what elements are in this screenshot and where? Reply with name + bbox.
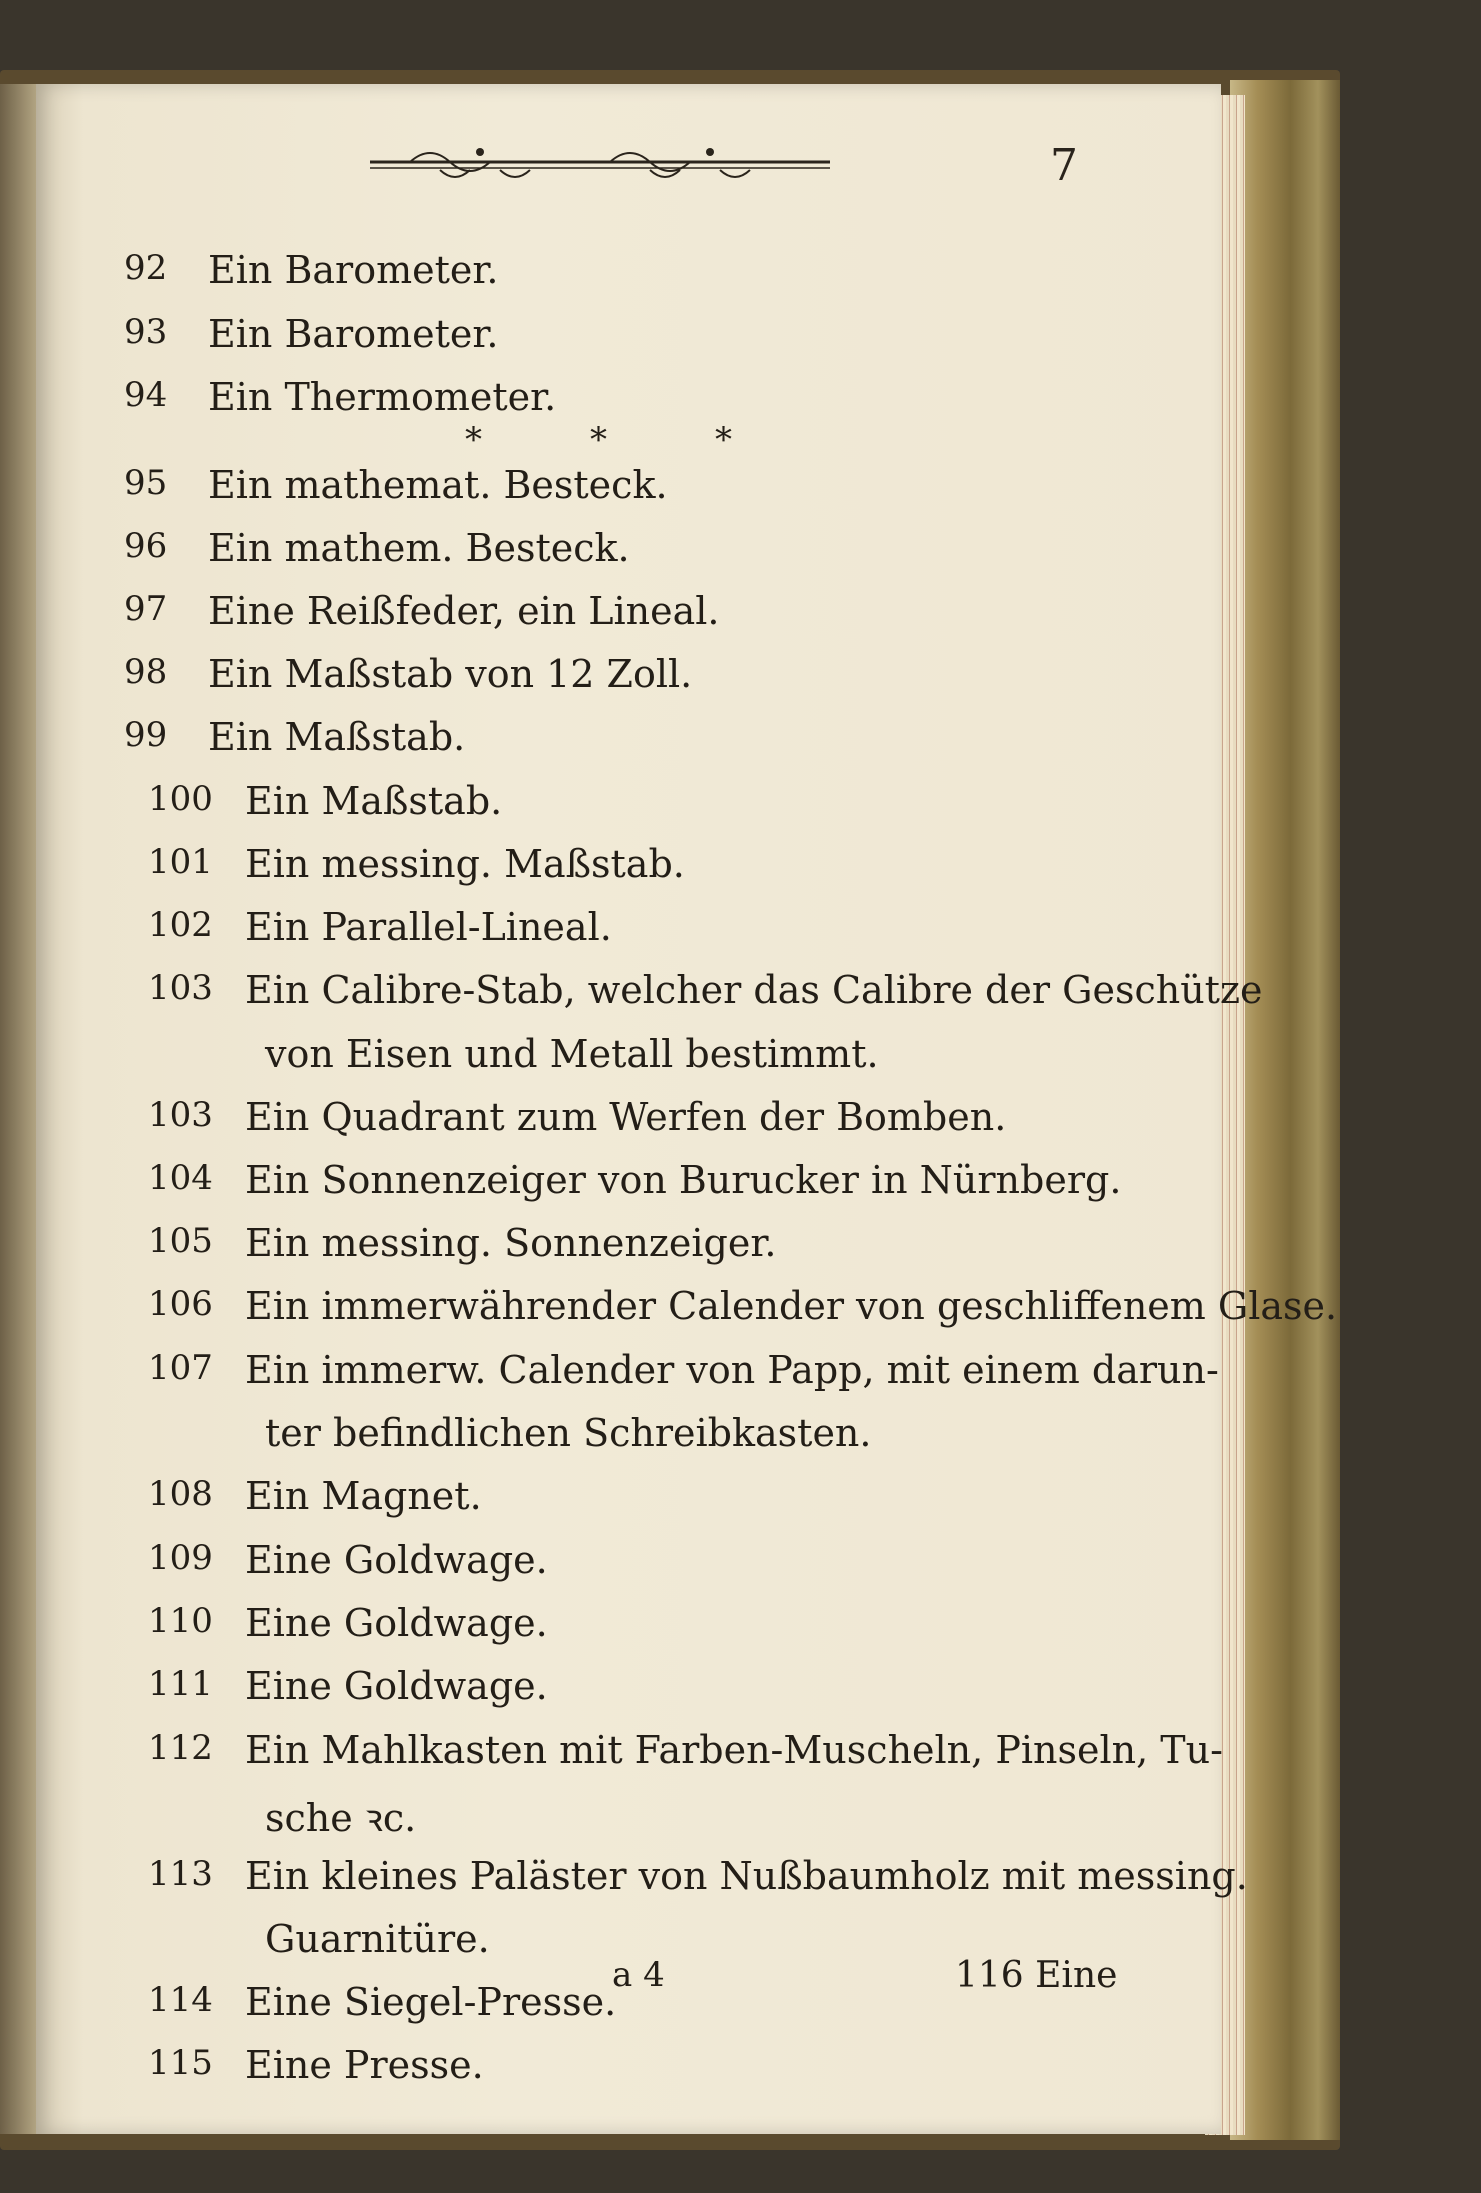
entry-number: 110 Eine Goldwage. — [148, 1601, 548, 1645]
entry-text: Ein Barometer. — [208, 312, 499, 356]
entry-text: Ein Quadrant zum Werfen der Bomben. — [245, 1095, 1007, 1139]
entry-continuation-text: Guarnitüre. — [265, 1917, 490, 1961]
entry-number: 95 Ein mathemat. Besteck. — [124, 463, 668, 507]
entry-number: 114 Eine Siegel-Presse. — [148, 1980, 617, 2024]
entry-number: 102 Ein Parallel-Lineal. — [148, 905, 612, 949]
entry-number: 94 Ein Thermometer. — [124, 375, 557, 419]
entry-text: Ein Thermometer. — [208, 375, 557, 419]
entry-number: 107 Ein immerw. Calender von Papp, mit einem darun- — [148, 1348, 1219, 1392]
entry-text: Ein Parallel-Lineal. — [245, 905, 612, 949]
entry-number: 109 Eine Goldwage. — [148, 1538, 548, 1582]
catchword: 116 Eine — [955, 1955, 1118, 1996]
entry-number: 106 Ein immerwährender Calender von geschliffenem Glase. — [148, 1284, 1338, 1328]
entry-text: Eine Goldwage. — [245, 1538, 548, 1582]
entry-continuation-text: ter befindlichen Schreibkasten. — [265, 1411, 872, 1455]
entry-text: Ein Maßstab. — [208, 715, 466, 759]
entry-text: Eine Goldwage. — [245, 1664, 548, 1708]
entry-number: 93 Ein Barometer. — [124, 312, 499, 356]
entry-text: Ein immerw. Calender von Papp, mit einem darun- — [245, 1348, 1219, 1392]
entry-number: 108 Ein Magnet. — [148, 1474, 482, 1518]
entry-continuation — [0, 1791, 1200, 1847]
entry-number: 92 Ein Barometer. — [124, 248, 499, 292]
entry-number: 103 Ein Calibre-Stab, welcher das Calibre der Geschütze — [148, 968, 1263, 1012]
entry-number: 105 Ein messing. Sonnenzeiger. — [148, 1221, 777, 1265]
entry-text: Ein messing. Maßstab. — [245, 842, 685, 886]
book-spine — [1230, 80, 1340, 2140]
entry-number: 96 Ein mathem. Besteck. — [124, 526, 630, 570]
entry-text: Ein mathem. Besteck. — [208, 526, 630, 570]
entry-number: 98 Ein Maßstab von 12 Zoll. — [124, 652, 693, 696]
entry-text: Ein Sonnenzeiger von Burucker in Nürnberg. — [245, 1158, 1122, 1202]
entry-text: Ein mathemat. Besteck. — [208, 463, 668, 507]
entry-number: 100 Ein Maßstab. — [148, 779, 503, 823]
page-number: 7 — [1050, 140, 1078, 191]
entry-text: Ein immerwährender Calender von geschliffenem Glase. — [245, 1284, 1338, 1328]
entry-number: 104 Ein Sonnenzeiger von Burucker in Nürnberg. — [148, 1158, 1122, 1202]
entry-number: 103 Ein Quadrant zum Werfen der Bomben. — [148, 1095, 1007, 1139]
entry-text: Ein Maßstab von 12 Zoll. — [208, 652, 693, 696]
entry-continuation — [0, 1411, 1200, 1467]
entry-number: 115 Eine Presse. — [148, 2043, 484, 2087]
asterisk: * — [590, 420, 607, 460]
entry-text: Ein Barometer. — [208, 248, 499, 292]
entry-number: 112 Ein Mahlkasten mit Farben-Muscheln, Pinseln, Tu- — [148, 1728, 1223, 1772]
signature-mark: a 4 — [612, 1955, 665, 1995]
entry-text: Ein Maßstab. — [245, 779, 503, 823]
entry-text: Eine Reißfeder, ein Lineal. — [208, 589, 720, 633]
asterisk: * — [465, 420, 482, 460]
entry-text: Ein Magnet. — [245, 1474, 482, 1518]
entry-text: Eine Presse. — [245, 2043, 484, 2087]
entry-number: 113 Ein kleines Paläster von Nußbaumholz mit messing. — [148, 1854, 1248, 1898]
entry-number: 97 Eine Reißfeder, ein Lineal. — [124, 589, 720, 633]
asterisk: * — [715, 420, 732, 460]
entry-number: 101 Ein messing. Maßstab. — [148, 842, 685, 886]
entry-number: 99 Ein Maßstab. — [124, 715, 466, 759]
entry-text: Ein messing. Sonnenzeiger. — [245, 1221, 777, 1265]
entry-continuation-text: sche ꝛc. — [265, 1796, 417, 1840]
entry-text: Ein Mahlkasten mit Farben-Muscheln, Pinseln, Tu- — [245, 1728, 1223, 1772]
entry-text: Eine Goldwage. — [245, 1601, 548, 1645]
entry-continuation — [0, 1032, 1200, 1088]
entry-continuation-text: von Eisen und Metall bestimmt. — [265, 1032, 879, 1076]
header-ornament — [370, 140, 830, 190]
entry-text: Eine Siegel-Presse. — [245, 1980, 617, 2024]
entry-number: 111 Eine Goldwage. — [148, 1664, 548, 1708]
entry-text: Ein Calibre-Stab, welcher das Calibre der Geschütze — [245, 968, 1263, 1012]
entry-text: Ein kleines Paläster von Nußbaumholz mit messing. — [245, 1854, 1248, 1898]
